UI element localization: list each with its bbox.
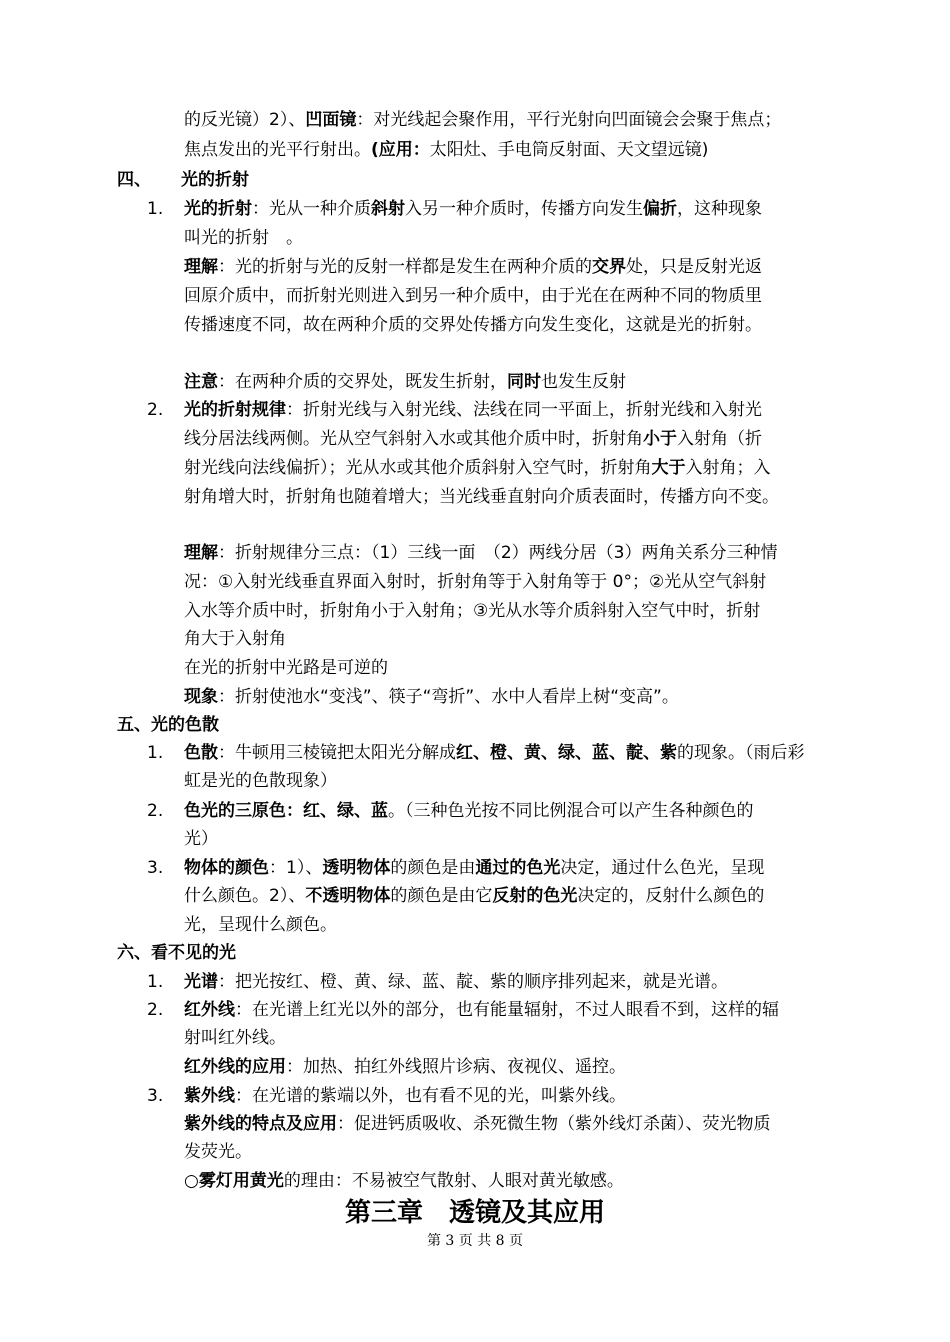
- text-line: 光的折射规律：折射光线与入射光线、法线在同一平面上，折射光线和入射光: [184, 400, 762, 420]
- text-line: 焦点发出的光平行射出。(应用：太阳灶、手电筒反射面、天文望远镜): [184, 140, 709, 160]
- text-line: 光）: [184, 829, 218, 849]
- text-line: 色光的三原色：红、绿、蓝。（三种色光按不同比例混合可以产生各种颜色的: [184, 801, 754, 821]
- text-line: 理解：光的折射与光的反射一样都是发生在两种介质的交界处，只是反射光返: [184, 257, 762, 277]
- text-line: 射角增大时，折射角也随着增大；当光线垂直射向介质表面时，传播方向不变。: [184, 487, 779, 507]
- section-heading-invisible-light: 六、看不见的光: [117, 943, 236, 963]
- text-line: 线分居法线两侧。光从空气斜射入水或其他介质中时，折射角小于入射角（折: [184, 429, 762, 449]
- text-line: 红外线的应用：加热、拍红外线照片诊病、夜视仪、遥控。: [184, 1057, 626, 1077]
- list-number: 2.: [147, 1000, 164, 1020]
- text-line: 传播速度不同，故在两种介质的交界处传播方向发生变化，这就是光的折射。: [184, 315, 762, 335]
- text-line: 光的折射：光从一种介质斜射入另一种介质时，传播方向发生偏折，这种现象: [184, 199, 762, 219]
- text-line: 什么颜色。2）、不透明物体的颜色是由它反射的色光决定的，反射什么颜色的: [184, 886, 765, 906]
- section-heading-refraction: 四、 光的折射: [117, 170, 249, 190]
- page-footer: 第 3 页 共 8 页: [426, 1233, 524, 1249]
- text-line: 射光线向法线偏折）；光从水或其他介质斜射入空气时，折射角大于入射角；入: [184, 458, 771, 478]
- text-line: 理解：折射规律分三点：（1）三线一面 （2）两线分居（3）两角关系分三种情: [184, 543, 778, 563]
- text-line: 回原介质中，而折射光则进入到另一种介质中，由于光在在两种不同的物质里: [184, 286, 762, 306]
- text-line: 发荧光。: [184, 1142, 252, 1162]
- note-line: 注意：在两种介质的交界处，既发生折射，同时也发生反射: [184, 372, 626, 392]
- text-line: 况：①入射光线垂直界面入射时，折射角等于入射角等于 0°；②光从空气斜射: [184, 572, 767, 592]
- list-number: 3.: [147, 858, 164, 878]
- text-line: 紫外线的特点及应用：促进钙质吸收、杀死微生物（紫外线灯杀菌）、荧光物质: [184, 1114, 771, 1134]
- list-number: 3.: [147, 1086, 164, 1106]
- chapter-title: 第三章 透镜及其应用: [344, 1198, 605, 1228]
- text-line: 光谱：把光按红、橙、黄、绿、蓝、靛、紫的顺序排列起来，就是光谱。: [184, 972, 728, 992]
- text-line: 在光的折射中光路是可逆的: [184, 658, 388, 678]
- list-number: 1.: [147, 199, 164, 219]
- list-number: 1.: [147, 972, 164, 992]
- text-line: 现象：折射使池水“变浅”、筷子“弯折”、水中人看岸上树“变高”。: [184, 687, 679, 707]
- text-line: 红外线：在光谱上红光以外的部分，也有能量辐射，不过人眼看不到，这样的辐: [184, 1000, 779, 1020]
- text-line: ○雾灯用黄光的理由：不易被空气散射、人眼对黄光敏感。: [184, 1171, 624, 1191]
- text-line: 虹是光的色散现象）: [184, 771, 337, 791]
- text-line: 入水等介质中时，折射角小于入射角；③光从水等介质斜射入空气中时，折射: [184, 601, 761, 621]
- text-line: 射叫红外线。: [184, 1028, 286, 1048]
- text-line: 紫外线：在光谱的紫端以外，也有看不见的光，叫紫外线。: [184, 1086, 626, 1106]
- section-heading-dispersion: 五、光的色散: [117, 715, 219, 735]
- text-line: 光，呈现什么颜色。: [184, 915, 337, 935]
- text-line: 物体的颜色：1）、透明物体的颜色是由通过的色光决定，通过什么色光，呈现: [184, 858, 765, 878]
- text-line: 色散：牛顿用三棱镜把太阳光分解成红、橙、黄、绿、蓝、靛、紫的现象。（雨后彩: [184, 743, 805, 763]
- text-line: 叫光的折射 。: [184, 228, 303, 248]
- list-number: 1.: [147, 743, 164, 763]
- list-number: 2.: [147, 400, 164, 420]
- text-line: 角大于入射角: [184, 629, 286, 649]
- list-number: 2.: [147, 801, 164, 821]
- text-line: 的反光镜）2）、凹面镜：对光线起会聚作用，平行光射向凹面镜会会聚于焦点；: [184, 110, 782, 130]
